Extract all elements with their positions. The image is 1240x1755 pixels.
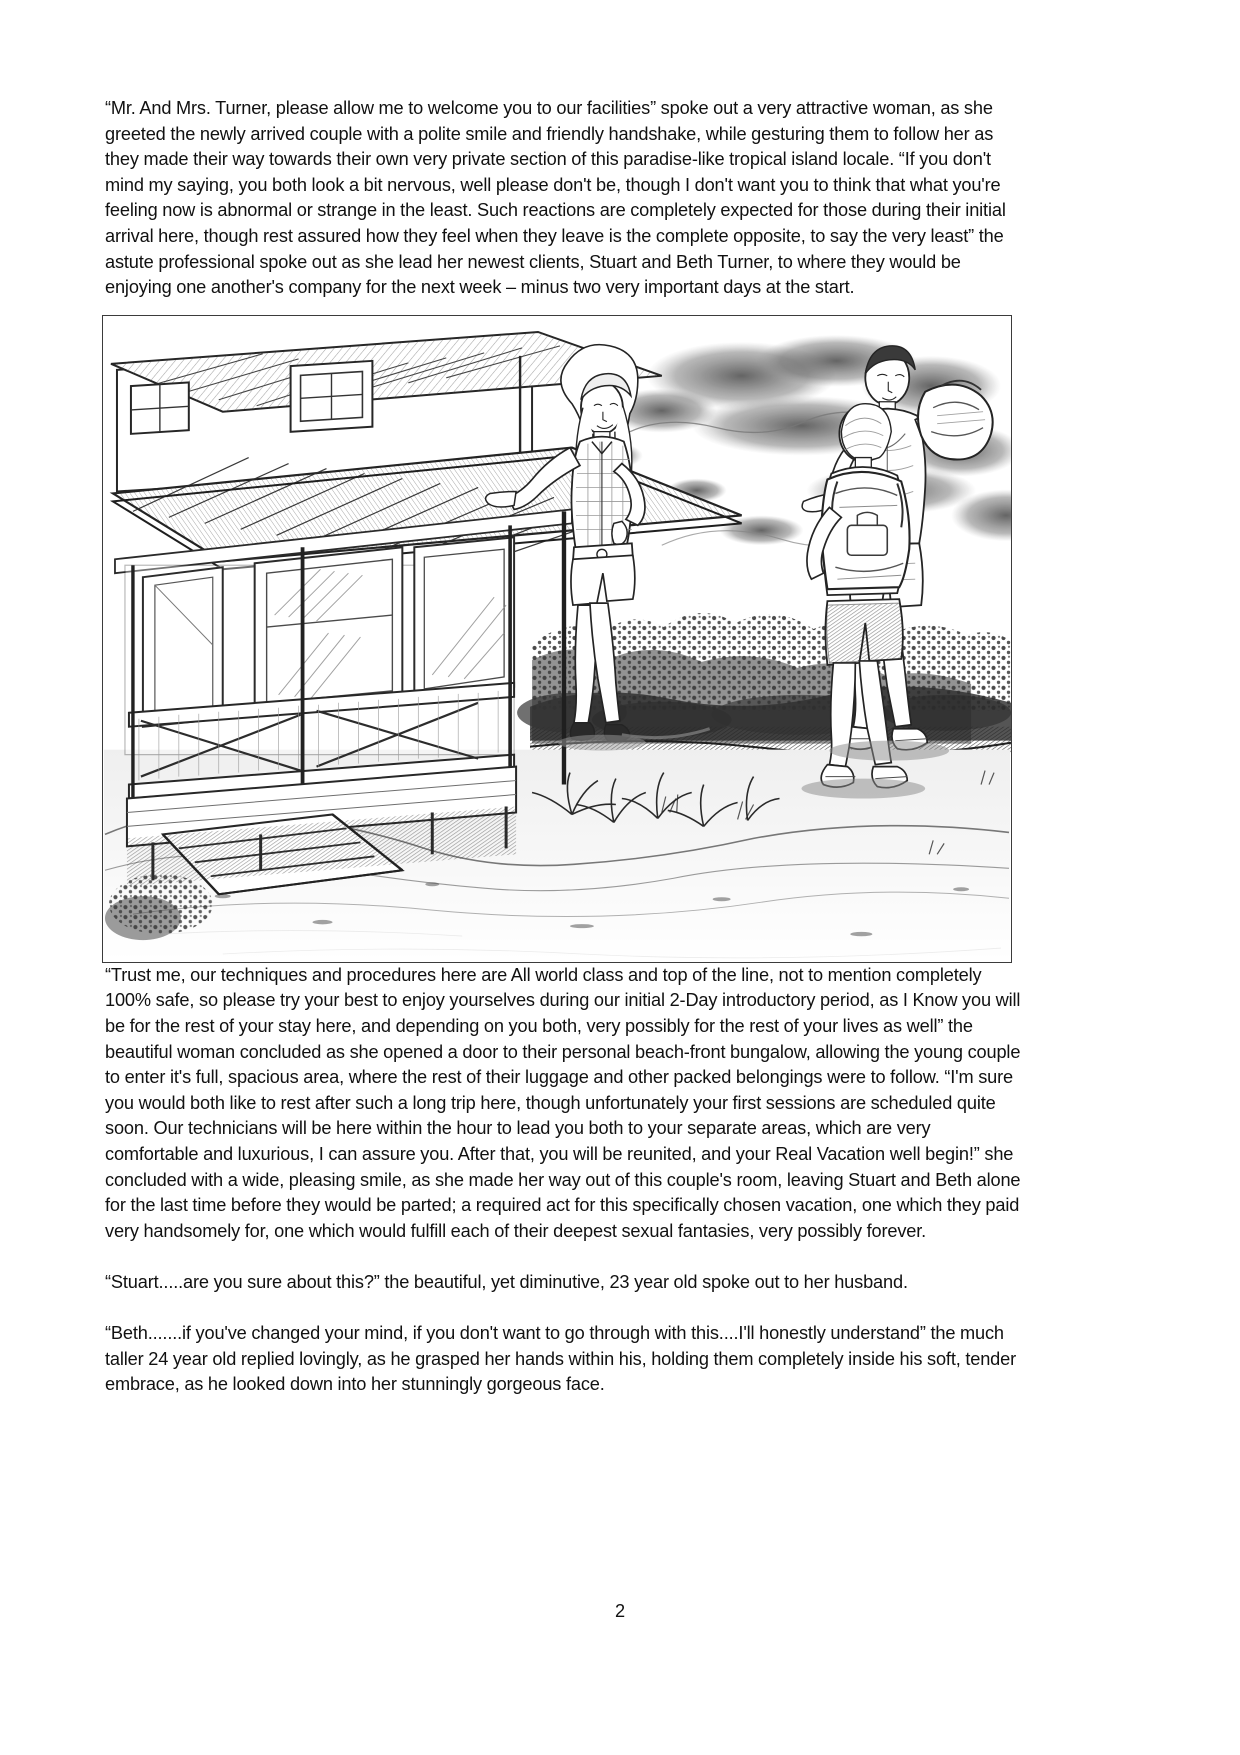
porch-window-center <box>255 547 403 712</box>
paragraph-4: “Beth.......if you've changed your mind, if you don't want to go through with this....I'll honestly understand” the much taller 24 year old replied lovingly, as he grasped her hands within his, holding them completely inside his soft, tender embrace, as he looked down into her stunningly gorgeous face. <box>105 1323 1017 1395</box>
page-number: 2 <box>614 1601 626 1621</box>
paragraph-2: “Trust me, our techniques and procedures here are All world class and top of the line, not to mention completely 100% safe, so please try your best to enjoy yourselves during our initial 2-Day introductory period, as I Know you will be for the rest of your stay here, and depending on you both, very possibly for the rest of your lives as well” the beautiful woman concluded as she opened a door to their personal beach-front bungalow, allowing the young couple to enter it's full, spacious area, where the rest of their luggage and other packed belongings were to follow. “I'm sure you would both like to rest after such a long trip here, though unfortunately your first sessions are scheduled quite soon. Our technicians will be here within the hour to lead you both to your separate areas, which are very comfortable and luxurious, I can assure you. After that, you will be reunited, and your Real Vacation well begin!” she concluded with a wide, pleasing smile, as she made her way out of this couple's room, leaving Stuart and Beth alone for the last time before they would be parted; a required act for this specifically chosen vacation, one which they paid very handsomely for, one which would fulfill each of their deepest sexual fantasies, very possibly forever. <box>105 964 1021 1241</box>
illustration-artwork <box>103 316 1011 962</box>
paragraph-1: “Mr. And Mrs. Turner, please allow me to welcome you to our facilities” spoke out a very attractive woman, as she greeted the newly arrived couple with a polite smile and friendly handshake, while gesturing them to follow her as they made their way towards their own very private section of this paradise-like tropical island locale. “If you don't mind my saying, you both look a bit nervous, well please don't be, though I don't want you to think that what you're feeling now is abnormal or strange in the least. Such reactions are completely expected for those during their initial arrival here, though rest assured how they feel when they leave is the complete opposite, to say the very least” the astute professional spoke out as she lead her newest clients, Stuart and Beth Turner, to where they would be enjoying one another's company for the next week – minus two very important days at the start. <box>105 98 1006 298</box>
upper-window-left <box>131 382 189 433</box>
story-illustration <box>102 315 1012 963</box>
porch-door-left <box>143 567 223 727</box>
illustration-container <box>102 315 1012 963</box>
porch-window-right <box>414 537 514 699</box>
backpack <box>821 472 909 589</box>
upper-window-right <box>291 361 373 432</box>
page-content <box>105 96 1021 1398</box>
paragraph-3: “Stuart.....are you sure about this?” the beautiful, yet diminutive, 23 year old spoke out to her husband. <box>105 1271 908 1292</box>
